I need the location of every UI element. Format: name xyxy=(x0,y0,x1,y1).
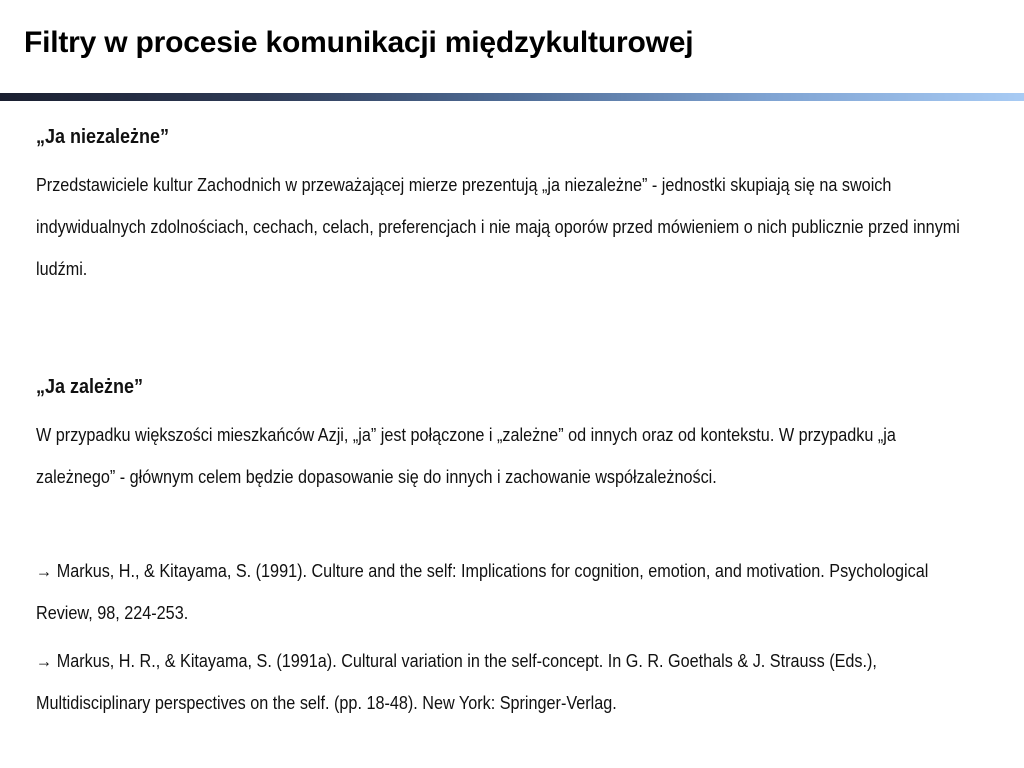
reference-1: → Markus, H., & Kitayama, S. (1991). Culture and the self: Implications for cognition, emotion, and motivation. Psychological Review, 98, 224-253. xyxy=(36,561,929,623)
section-heading-independent-self: „Ja niezależne” xyxy=(36,126,170,148)
title-divider-bar xyxy=(0,93,1024,101)
slide-title: Filtry w procesie komunikacji międzykulturowej xyxy=(24,26,694,59)
reference-2: → Markus, H. R., & Kitayama, S. (1991a). Cultural variation in the self-concept. In G. R. Goethals & J. Strauss (Eds.), Multidisciplinary perspectives on the self. (pp. 18-48). New York: Springer-Verlag. xyxy=(36,651,877,713)
section-text-interdependent-self: W przypadku większości mieszkańców Azji, „ja” jest połączone i „zależne” od innych oraz od kontekstu. W przypadku „ja zależnego” - głównym celem będzie dopasowanie się do innych i zachowanie współzależności. xyxy=(36,425,896,487)
section-text-independent-self: Przedstawiciele kultur Zachodnich w przeważającej mierze prezentują „ja niezależne” - jednostki skupiają się na swoich indywidualnych zdolnościach, cechach, celach, preferencjach i nie mają oporów przed mówieniem o nich publicznie przed innymi ludźmi. xyxy=(36,175,960,279)
slide-content xyxy=(36,122,976,724)
section-heading-interdependent-self: „Ja zależne” xyxy=(36,376,144,398)
